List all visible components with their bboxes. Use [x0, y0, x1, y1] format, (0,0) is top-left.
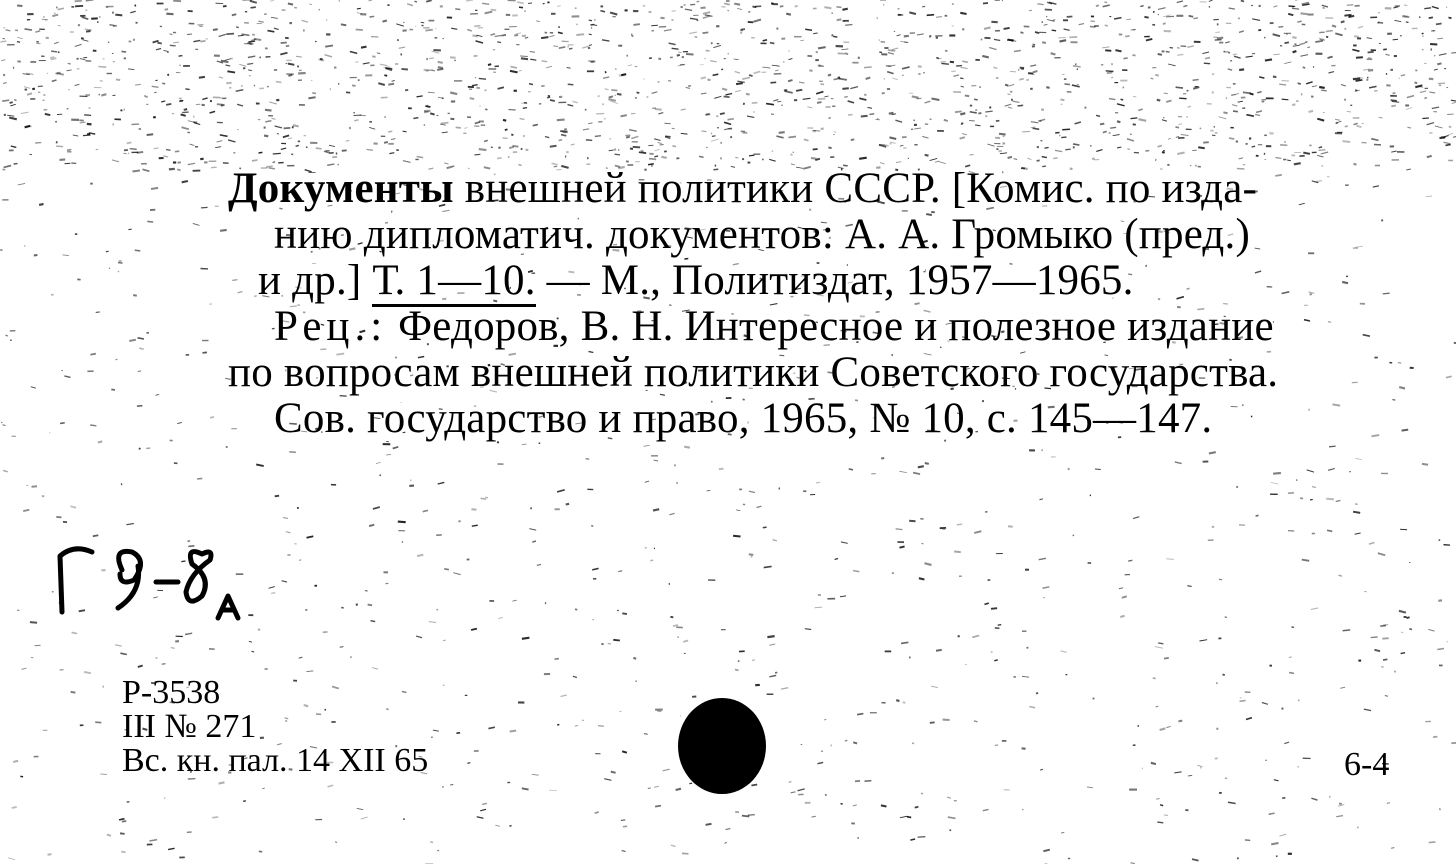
card-metadata	[122, 676, 428, 778]
handwritten-mark	[52, 530, 262, 630]
registration-number: Р-3538	[122, 674, 221, 711]
classification-code: 6-4	[1344, 746, 1390, 783]
entry-line-2: нию дипломатич. документов: А. А. Громыко (пред.)	[274, 211, 1250, 258]
entry-line-1: Документы внешней политики СССР. [Комис. по изда-	[228, 165, 1258, 212]
bibliographic-entry	[228, 166, 1398, 442]
punch-hole	[678, 698, 766, 794]
print-number: III № 271	[122, 708, 257, 745]
entry-line-5: по вопросам внешней политики Советского государства.	[228, 349, 1279, 396]
entry-line-4: Рец.: Федоров, В. Н. Интересное и полезное издание	[274, 303, 1274, 350]
entry-heading: Документы	[228, 165, 454, 212]
review-label: Рец.:	[274, 303, 388, 350]
entry-line-3: и др.] Т. 1—10. — М., Политиздат, 1957—1965.	[228, 258, 1398, 304]
volume-range: Т. 1—10.	[372, 257, 535, 307]
book-chamber-date: Вс. кн. пал. 14 XII 65	[122, 742, 429, 779]
entry-line-6: Сов. государство и право, 1965, № 10, с. 145—147.	[274, 395, 1213, 442]
